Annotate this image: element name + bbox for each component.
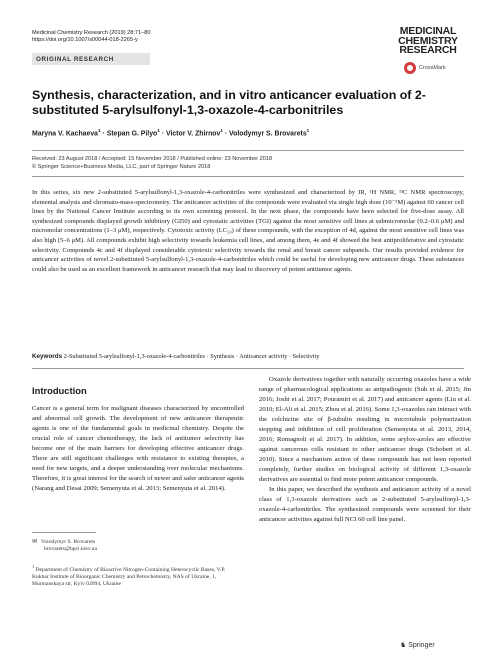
section-label: ORIGINAL RESEARCH — [36, 56, 114, 63]
corresponding-author — [32, 538, 242, 554]
crossmark-label: CrossMark — [419, 65, 446, 71]
author-separator: · — [161, 130, 166, 138]
logo-line-2: CHEMISTRY — [398, 34, 458, 47]
journal-header — [32, 30, 150, 44]
author-list — [32, 128, 462, 137]
intro-left-column — [32, 404, 244, 494]
doi-link[interactable]: https://doi.org/10.1007/s00044-018-2265-y — [32, 37, 138, 43]
corresponding-email[interactable]: brovarets@bpci.kiev.ua — [44, 546, 97, 553]
affiliation — [32, 563, 242, 588]
publisher-logo — [400, 641, 435, 649]
author-affiliation-mark: 1 — [306, 128, 310, 133]
logo-line-3: RESEARCH — [399, 44, 457, 56]
journal-citation: Medicinal Chemistry Research (2019) 28:71–80 — [32, 30, 151, 36]
crossmark-icon — [404, 62, 416, 74]
publisher-name: Springer — [408, 642, 435, 649]
author-affiliation-mark: 1 — [220, 128, 223, 133]
author-name[interactable]: Victor V. Zhirnov — [165, 130, 221, 138]
keywords-label: Keywords — [32, 353, 63, 360]
intro-right-column — [259, 375, 471, 525]
divider — [32, 368, 464, 369]
author-affiliation-mark: 1 — [157, 128, 160, 133]
footnote-rule — [32, 532, 96, 533]
crossmark-button[interactable] — [404, 62, 464, 76]
section-band — [32, 53, 150, 65]
author-name[interactable]: Volodymyr S. Brovarets — [229, 130, 307, 138]
copyright-notice: © Springer Science+Business Media, LLC, part of Springer Nature 2018 — [32, 163, 211, 170]
divider — [32, 176, 464, 177]
article-title: Synthesis, characterization, and in vitro anticancer evaluation of 2-substituted 5-arylsulfonyl-1,3-oxazole-4-carbonitriles — [32, 88, 426, 117]
article-dates — [32, 156, 272, 171]
intro-paragraph: Cancer is a general term for malignant diseases characterized by uncontrolled and abnormal cell growth. The development of new anticancer therapeutic agents is one of the fundamental goals in medicinal chemistry. Despite the crucial role of cancer chemotherapy, the lack of antitumor selectivity has become one of the main barriers for developing effective anticancer drugs. There are still significant challenges with resistance to existing therapies, a need for new targets, and a deeper understanding over molecular mechanisms. Therefore, it is great interest for the search of newer and safer anticancer agents (Narang and Desai 2009; Semenyuta et al. 2013; Semenyuta et al. 2014). — [32, 405, 244, 492]
intro-paragraph: In this paper, we described the synthesis and anticancer activity of a novel class of 1,3-oxazole derivatives such as 2-substituted 5-arylsulfonyl-1,3-oxazole-4-carbonitriles. The synthesized compounds were screened for their anticancer activities against full NCI 60 cell line panel. — [259, 486, 471, 523]
logo-line-1: MEDICINAL — [399, 25, 457, 37]
received-accepted-dates: Received: 23 August 2018 / Accepted: 15 November 2018 / Published online: 23 November 2018 — [32, 156, 273, 162]
journal-logo — [391, 27, 465, 56]
author-name[interactable]: Stepan G. Pilyo — [106, 130, 158, 138]
author-separator: · — [224, 130, 230, 138]
affiliation-text: Department of Chemistry of Bioactive Nitrogen-Containing Heterocyclic Bases, V.P. Kukhar Institute of Bioorganic Chemistry and Petrochemistry, NAS of Ukraine, 1, Murmanskaya str, Kyiv 02094, Ukraine — [32, 566, 226, 588]
corresponding-name: Volodymyr S. Brovarets — [41, 539, 96, 545]
envelope-icon: ✉ — [32, 538, 38, 545]
abstract: In this series, six new 2-substituted 5-arylsulfonyl-1,3-oxazole-4-carbonitriles were synthesized and characterized by IR, ¹H NMR, ¹³C NMR spectroscopy, elemental analysis and chromato-mass-spectrometry. The anticancer activities of the compounds were evaluated via single high dose (10⁻⁵M) against 60 cancer cell lines by the National Cancer Institute according to its own screening protocol. In the next phase, the compounds have been selected for five-dose assay. All synthesized compounds displayed growth inhibitory (GI50) and cytostatic activities (TGI) against the most sensitive cell lines at submicromolar (0.2–0.6 μM) and micromolar concentrations (1–3 μM), respectively. Cytotoxic activity (LC₅₀) of these compounds, with the exception of 4d, against the most sensitive cell lines was also high (5–6 μM). All compounds exhibit high selectivity towards leukemia cell lines, and among them, 4e and 4f showed the best antiproliferative and cytostatic selectivity. Compounds 4c and 4f displayed considerable cytotoxic selectivity towards the renal and breast cancer subpanels. Our results provided evidence for anticancer activities of novel 2-substituted 5-arylsulfonyl-1,3-oxazole-4-carbonitriles which could be useful for developing new anticancer drugs. These substances could also be used as an excellent framework in anticancer research that may lead to discovery of potent antitumor agents. — [32, 189, 464, 273]
keywords-text: 2-Substituted 5-arylsulfonyl-1,3-oxazole-4-carbonitriles · Synthesis · Anticancer activity · Selectivity — [63, 353, 320, 360]
divider — [32, 150, 464, 151]
section-heading-introduction: Introduction — [32, 385, 87, 396]
intro-paragraph: Oxazole derivatives together with naturally occurring oxazoles have a wide range of pharmacological applications as antipathogenic (Suh et al. 2015; Jin 2016; Joshi et al. 2017; Pouramiri et al. 2017) and anticancer agents (Liu et al. 2010; El-Ali et al. 2015; Zhou et al. 2016). Some 1,3-oxazoles can interact with the colchicine site of β-tubulin resulting in microtubule polymerization stopping and inhibition of cell proliferation (Semenyuta et al. 2013, 2014, 2016; Romagnoli et al. 2017). In addition, some arylox-azoles are effective against cancerous cells resistant to other anticancer drugs (Schobert et al. 2010). Since a mechanism action of these compounds has not been reported completely, further studies on biological activity of different 1,3-oxazole derivatives are essential to find more potent anticancer compounds. — [259, 376, 471, 483]
author-name[interactable]: Maryna V. Kachaeva — [32, 130, 99, 138]
affiliation-mark: 1 — [32, 564, 35, 569]
author-affiliation-mark: 1 — [98, 128, 101, 133]
keywords — [32, 353, 464, 361]
author-separator: · — [102, 130, 107, 138]
springer-horse-icon: ♞ — [400, 642, 407, 649]
